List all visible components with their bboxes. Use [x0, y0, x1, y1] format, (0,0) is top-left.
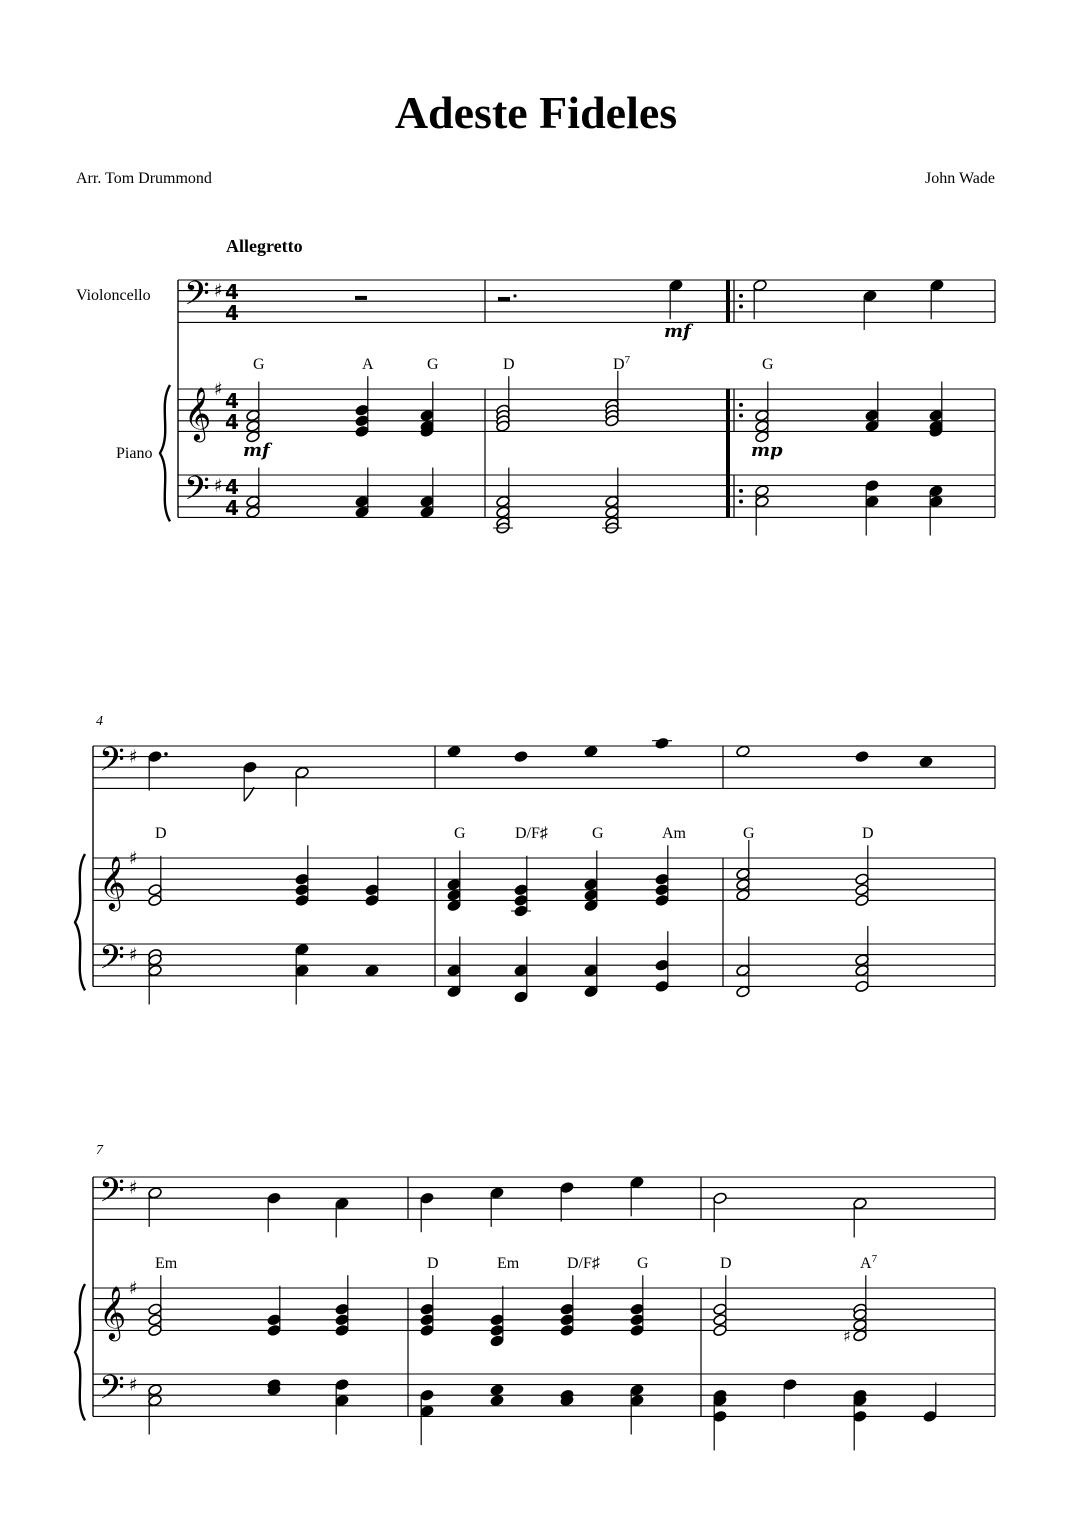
bass-clef-icon: 𝄢: [99, 1369, 125, 1415]
chord-symbol: Am: [662, 825, 686, 842]
repeat-dot: [739, 489, 743, 493]
chord-symbol: G: [427, 356, 439, 373]
notehead: [584, 878, 599, 891]
notehead: [755, 409, 770, 422]
cello-instrument-label: Violoncello: [76, 287, 151, 304]
notehead: [514, 991, 529, 1004]
key-sharp-icon: ♯: [129, 1374, 138, 1396]
notehead: [919, 755, 934, 768]
notehead: [929, 409, 944, 422]
chord-symbol: G: [637, 1255, 649, 1272]
time-sig-top: 4: [225, 280, 239, 304]
chord-symbol: G: [743, 825, 755, 842]
notehead: [655, 883, 670, 896]
notehead: [736, 985, 751, 998]
notehead: [865, 479, 880, 492]
chord-symbol: $A^7$: [860, 1253, 878, 1272]
notehead: [630, 1324, 645, 1337]
notehead: [736, 878, 751, 891]
time-sig-top: 4: [225, 475, 239, 499]
notehead: [148, 1383, 163, 1396]
notehead: [267, 1313, 282, 1326]
notehead: [246, 495, 261, 508]
notehead: [148, 894, 163, 907]
notehead: [930, 279, 945, 292]
notehead: [295, 964, 310, 977]
piano-brace: [160, 385, 170, 521]
chord-symbol: D: [720, 1255, 732, 1272]
notehead: [584, 889, 599, 902]
notehead: [148, 1303, 163, 1316]
key-sharp-icon: ♯: [214, 475, 223, 497]
notehead: [295, 883, 310, 896]
whole-rest: [355, 296, 367, 300]
notehead: [855, 873, 870, 886]
notehead: [295, 894, 310, 907]
notehead: [655, 894, 670, 907]
notehead: [335, 1303, 350, 1316]
repeat-dot: [739, 305, 743, 309]
notehead: [630, 1176, 645, 1189]
tempo-marking: Allegretto: [226, 236, 303, 256]
notehead: [514, 964, 529, 977]
notehead: [148, 750, 163, 763]
flag: [244, 787, 254, 801]
notehead: [420, 1303, 435, 1316]
notehead: [447, 964, 462, 977]
notehead: [365, 964, 380, 977]
notehead: [713, 1303, 728, 1316]
chord-symbol: G: [253, 356, 265, 373]
notehead: [420, 495, 435, 508]
notehead: [148, 1324, 163, 1337]
notehead: [514, 894, 529, 907]
key-sharp-icon: ♯: [129, 944, 138, 966]
notehead: [736, 964, 751, 977]
dynamic-mp: mp: [751, 440, 783, 461]
piano-brace: [75, 1284, 85, 1420]
notehead: [335, 1197, 350, 1210]
notehead: [584, 745, 599, 758]
notehead: [655, 959, 670, 972]
notehead: [490, 1324, 505, 1337]
notehead: [490, 1186, 505, 1199]
key-sharp-icon: ♯: [129, 746, 138, 768]
chord-symbol: G: [762, 356, 774, 373]
notehead: [560, 1324, 575, 1337]
bass-clef-icon: 𝄢: [99, 741, 125, 787]
bass-clef-icon: 𝄢: [99, 939, 125, 985]
notehead: [855, 980, 870, 993]
notehead: [355, 404, 370, 417]
notehead: [246, 409, 261, 422]
chord-symbol: A: [362, 356, 374, 373]
notehead: [853, 1319, 868, 1332]
notehead: [853, 1410, 868, 1423]
notehead: [490, 1313, 505, 1326]
notehead: [560, 1313, 575, 1326]
notehead: [490, 1335, 505, 1348]
key-sharp-icon: ♯: [129, 848, 138, 869]
notehead: [420, 1313, 435, 1326]
chord-symbol: D: [862, 825, 874, 842]
key-sharp-icon: ♯: [129, 1278, 138, 1299]
notehead: [865, 409, 880, 422]
chord-symbol: Em: [497, 1255, 520, 1272]
notehead: [514, 883, 529, 896]
notehead: [335, 1324, 350, 1337]
notehead: [655, 980, 670, 993]
time-sig-bottom: 4: [225, 301, 239, 325]
notehead: [584, 985, 599, 998]
piano-instrument-label: Piano: [116, 445, 153, 462]
notehead: [243, 761, 258, 774]
dynamic-mf: mf: [664, 321, 691, 342]
dot: [164, 752, 168, 756]
notehead: [713, 1410, 728, 1423]
notehead: [447, 745, 462, 758]
notehead: [783, 1378, 798, 1391]
repeat-dot: [739, 294, 743, 298]
notehead: [855, 883, 870, 896]
key-sharp-icon: ♯: [214, 280, 223, 302]
bass-clef-icon: 𝄢: [99, 1172, 125, 1218]
notehead: [713, 1192, 728, 1205]
measure-number-4: 4: [96, 714, 103, 729]
notehead: [923, 1410, 938, 1423]
notehead: [713, 1324, 728, 1337]
notehead: [490, 1383, 505, 1396]
notehead: [865, 495, 880, 508]
notehead: [855, 750, 870, 763]
notehead: [148, 883, 163, 896]
notehead: [447, 889, 462, 902]
notehead: [420, 409, 435, 422]
bass-clef-icon: 𝄢: [184, 275, 210, 321]
notehead: [295, 943, 310, 956]
notehead: [736, 745, 751, 758]
notehead: [853, 1197, 868, 1210]
notehead: [246, 506, 261, 519]
score-title: Adeste Fideles: [394, 87, 678, 138]
notehead: [447, 899, 462, 912]
treble-clef-icon: 𝄞: [184, 386, 212, 440]
notehead: [420, 506, 435, 519]
notehead: [355, 414, 370, 427]
notehead: [420, 1405, 435, 1418]
notehead: [630, 1303, 645, 1316]
notehead: [295, 766, 310, 779]
repeat-dot: [739, 403, 743, 407]
notehead: [365, 883, 380, 896]
repeat-dot: [739, 414, 743, 418]
notehead: [496, 495, 511, 508]
chord-symbol: D: [427, 1255, 439, 1272]
notehead: [736, 889, 751, 902]
notehead: [267, 1192, 282, 1205]
chord-symbol: $D^7$: [613, 354, 631, 373]
notehead: [355, 425, 370, 438]
notehead: [929, 484, 944, 497]
chord-symbol: D/F♯: [567, 1255, 600, 1272]
notehead: [335, 1378, 350, 1391]
notehead: [295, 873, 310, 886]
time-sig-bottom: 4: [225, 410, 239, 434]
notehead: [630, 1394, 645, 1407]
notehead: [605, 495, 620, 508]
notehead: [855, 894, 870, 907]
notehead: [148, 1394, 163, 1407]
notehead: [420, 1389, 435, 1402]
accidental-sharp-icon: ♯: [843, 1326, 851, 1346]
notehead: [355, 495, 370, 508]
chord-symbol: G: [592, 825, 604, 842]
notehead: [496, 506, 511, 519]
notehead: [148, 1313, 163, 1326]
notehead: [560, 1181, 575, 1194]
notehead: [669, 279, 684, 292]
repeat-dot: [739, 500, 743, 504]
time-sig-bottom: 4: [225, 496, 239, 520]
notehead: [863, 289, 878, 302]
chord-symbol: D: [503, 356, 515, 373]
notehead: [335, 1313, 350, 1326]
notehead: [855, 953, 870, 966]
chord-symbol: D: [155, 825, 167, 842]
key-sharp-icon: ♯: [214, 379, 223, 400]
notehead: [447, 985, 462, 998]
notehead: [630, 1383, 645, 1396]
dot: [513, 294, 516, 297]
half-rest: [498, 297, 510, 301]
notehead: [713, 1313, 728, 1326]
notehead: [853, 1329, 868, 1342]
notehead: [148, 964, 163, 977]
chord-symbol: D/F♯: [515, 825, 548, 842]
notehead: [865, 420, 880, 433]
notehead: [655, 873, 670, 886]
notehead: [447, 878, 462, 891]
notehead: [355, 506, 370, 519]
notehead: [655, 737, 670, 750]
notehead: [855, 964, 870, 977]
dynamic-mf: mf: [243, 440, 270, 461]
notehead: [490, 1394, 505, 1407]
notehead: [753, 279, 768, 292]
notehead: [755, 420, 770, 433]
chord-symbol: G: [454, 825, 466, 842]
notehead: [755, 484, 770, 497]
chord-symbol: Em: [155, 1255, 178, 1272]
bass-clef-icon: 𝄢: [184, 470, 210, 516]
notehead: [560, 1303, 575, 1316]
measure-number-7: 7: [96, 1143, 103, 1158]
treble-clef-icon: 𝄞: [99, 1285, 127, 1339]
notehead: [267, 1324, 282, 1337]
notehead: [148, 1186, 163, 1199]
composer-credit: John Wade: [925, 170, 995, 187]
notehead: [514, 750, 529, 763]
notehead: [420, 1324, 435, 1337]
key-sharp-icon: ♯: [129, 1177, 138, 1199]
notehead: [420, 1192, 435, 1205]
notehead: [736, 867, 751, 880]
arranger-credit: Arr. Tom Drummond: [76, 170, 212, 187]
time-sig-top: 4: [225, 389, 239, 413]
notehead: [605, 506, 620, 519]
notehead: [335, 1394, 350, 1407]
treble-clef-icon: 𝄞: [99, 855, 127, 909]
notehead: [929, 495, 944, 508]
notehead: [584, 964, 599, 977]
notehead: [246, 420, 261, 433]
piano-brace: [75, 854, 85, 990]
notehead: [584, 899, 599, 912]
notehead: [365, 894, 380, 907]
notehead: [755, 495, 770, 508]
notehead: [630, 1313, 645, 1326]
